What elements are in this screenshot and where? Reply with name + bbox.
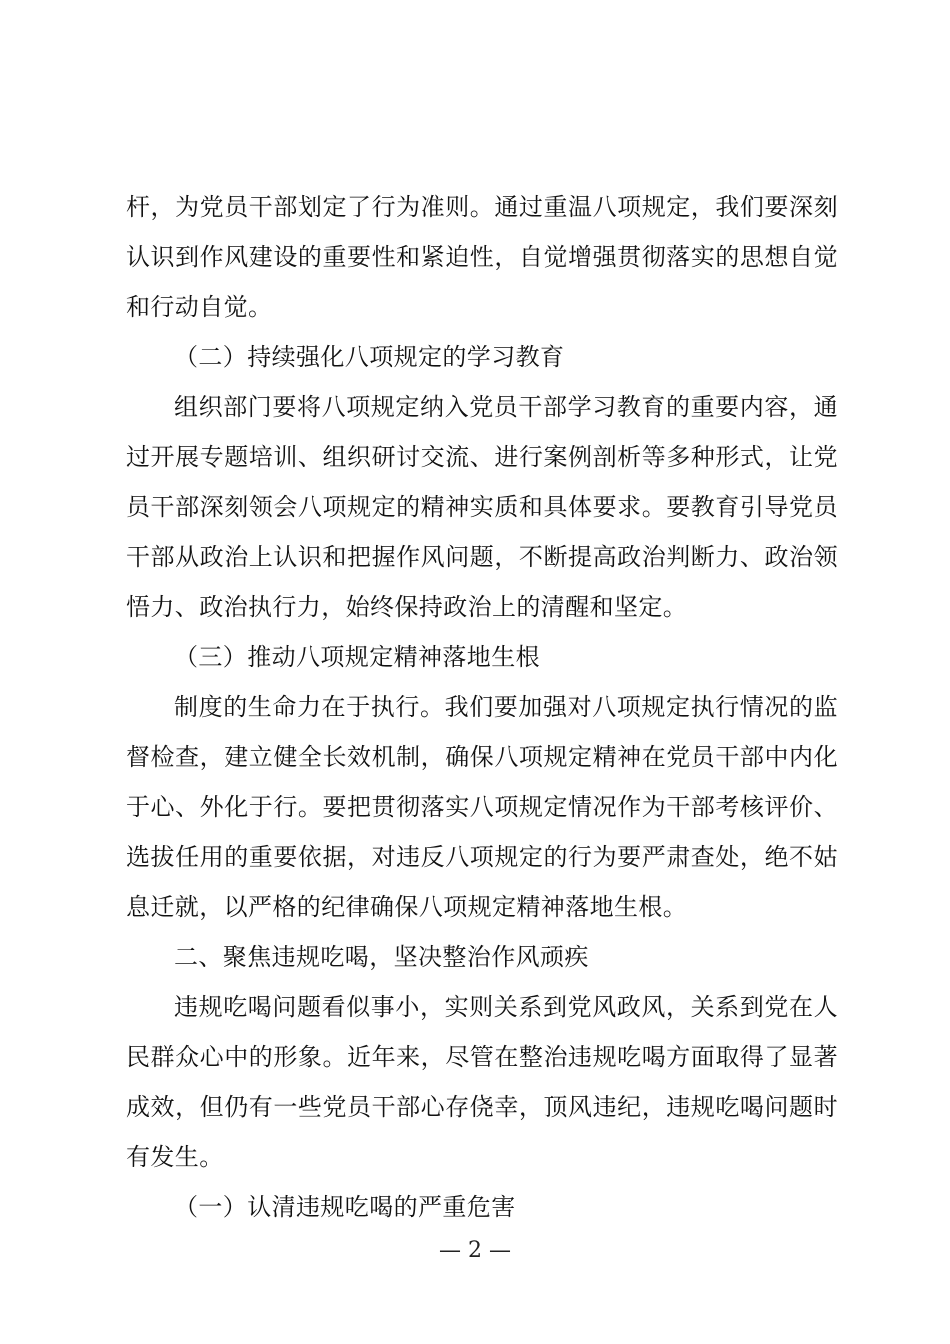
section-heading: （一）认清违规吃喝的严重危害 — [174, 1193, 516, 1221]
section-heading: （三）推动八项规定精神落地生根 — [174, 643, 540, 671]
continued-paragraph: 杆，为党员干部划定了行为准则。通过重温八项规定，我们要深刻认识到作风建设的重要性和紧迫性，自觉增强贯彻落实的思想自觉和行动自觉。 — [126, 193, 838, 321]
chapter-heading: 二、聚焦违规吃喝，坚决整治作风顽疾 — [174, 943, 589, 971]
section-heading: （二）持续强化八项规定的学习教育 — [174, 343, 565, 371]
body-paragraph: 制度的生命力在于执行。我们要加强对八项规定执行情况的监督检查，建立健全长效机制，确保八项规定精神在党员干部中内化于心、外化于行。要把贯彻落实八项规定情况作为干部考核评价、选拔任用的重要依据，对违反八项规定的行为要严肃查处，绝不姑息迁就，以严格的纪律确保八项规定精神落地生根。 — [126, 693, 838, 921]
document-body — [126, 182, 838, 1232]
body-paragraph: 组织部门要将八项规定纳入党员干部学习教育的重要内容，通过开展专题培训、组织研讨交流、进行案例剖析等多种形式，让党员干部深刻领会八项规定的精神实质和具体要求。要教育引导党员干部从政治上认识和把握作风问题，不断提高政治判断力、政治领悟力、政治执行力，始终保持政治上的清醒和坚定。 — [126, 393, 838, 621]
body-paragraph: 违规吃喝问题看似事小，实则关系到党风政风，关系到党在人民群众心中的形象。近年来，尽管在整治违规吃喝方面取得了显著成效，但仍有一些党员干部心存侥幸，顶风违纪，违规吃喝问题时有发生。 — [126, 993, 838, 1171]
page-number: — 2 — — [439, 1238, 511, 1263]
